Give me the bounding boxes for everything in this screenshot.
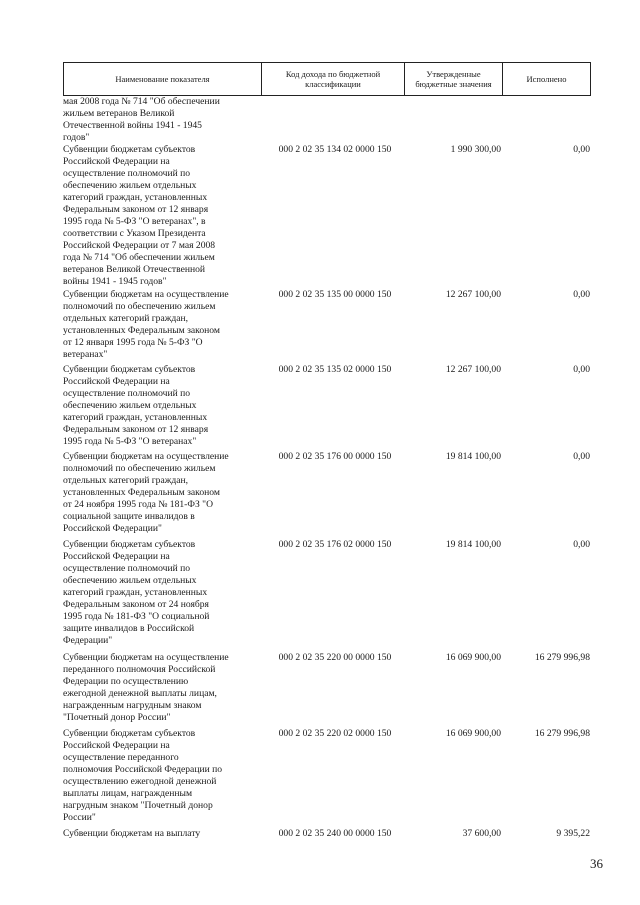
table-header — [63, 62, 591, 96]
row-code: 000 2 02 35 135 02 0000 150 — [278, 364, 392, 375]
row-name: мая 2008 года № 714 "Об обеспечении жильем ветеранов Великой Отечественной войны 1941 - 1945 годов" — [63, 96, 220, 143]
row-approved: 12 267 100,00 — [445, 289, 501, 300]
row-done: 0,00 — [573, 539, 590, 550]
header-name: Наименование показателя — [64, 63, 262, 96]
row-done: 0,00 — [573, 364, 590, 375]
row-approved: 1 990 300,00 — [450, 144, 501, 155]
row-name: Субвенции бюджетам на осуществление полномочий по обеспечению жильем отдельных категорий граждан, установленных Федеральным законом от 24 ноября 1995 года № 181-ФЗ "О социальной защите инвалидов в Российской Федерации" — [63, 451, 229, 534]
table-body — [63, 96, 590, 842]
row-done: 0,00 — [573, 144, 590, 155]
table-row — [63, 144, 590, 289]
table-row — [63, 539, 590, 652]
row-approved: 37 600,00 — [462, 828, 501, 839]
row-name: Субвенции бюджетам субъектов Российской Федерации на осуществление переданного полномочия Российской Федерации по осуществлению ежегодной денежной выплаты лицам, награжденным нагрудным знаком "Почетный донор России" — [63, 728, 223, 823]
row-done: 0,00 — [573, 289, 590, 300]
table-row — [63, 728, 590, 828]
table-row — [63, 828, 590, 842]
row-approved: 19 814 100,00 — [445, 451, 501, 462]
header-approved: Утвержденные бюджетные значения — [405, 63, 503, 96]
row-code: 000 2 02 35 176 02 0000 150 — [278, 539, 392, 550]
row-done: 9 395,22 — [556, 828, 590, 839]
row-name: Субвенции бюджетам субъектов Российской Федерации на осуществление полномочий по обеспечению жильем отдельных категорий граждан, установленных Федеральным законом от 24 ноября 1995 года № 181-ФЗ "О социальной защите инвалидов в Российской Федерации" — [63, 539, 210, 646]
row-name: Субвенции бюджетам на выплату — [63, 828, 201, 839]
row-code: 000 2 02 35 176 00 0000 150 — [278, 451, 392, 462]
row-name: Субвенции бюджетам на осуществление полномочий по обеспечению жильем отдельных категорий граждан, установленных Федеральным законом от 12 января 1995 года № 5-ФЗ "О ветеранах" — [63, 289, 229, 360]
row-approved: 12 267 100,00 — [445, 364, 501, 375]
row-code: 000 2 02 35 220 00 0000 150 — [278, 652, 392, 663]
row-done: 16 279 996,98 — [534, 728, 590, 739]
header-done: Исполнено — [503, 63, 591, 96]
row-code: 000 2 02 35 134 02 0000 150 — [278, 144, 392, 155]
row-code: 000 2 02 35 220 02 0000 150 — [278, 728, 392, 739]
header-code: Код дохода по бюджетной классификации — [262, 63, 405, 96]
row-approved: 16 069 900,00 — [445, 652, 501, 663]
row-name: Субвенции бюджетам субъектов Российской Федерации на осуществление полномочий по обеспечению жильем отдельных категорий граждан, установленных Федеральным законом от 12 января 1995 года № 5-ФЗ "О ветеранах" — [63, 364, 209, 447]
row-name: Субвенции бюджетам субъектов Российской Федерации на осуществление полномочий по обеспечению жильем отдельных категорий граждан, установленных Федеральным законом от 12 января 1995 года № 5-ФЗ "О ветеранах", в соответствии с Указом Президента Российской Федерации от 7 мая 2008 года № 714 "Об обеспечении жильем ветеранов Великой Отечественной войны 1941 - 1945 годов" — [63, 144, 216, 287]
table-row — [63, 364, 590, 451]
row-name: Субвенции бюджетам на осуществление переданного полномочия Российской Федерации по осуществлению ежегодной денежной выплаты лицам, награжденным нагрудным знаком "Почетный донор России" — [63, 652, 229, 723]
row-done: 16 279 996,98 — [534, 652, 590, 663]
table-row — [63, 96, 590, 144]
table-row — [63, 652, 590, 728]
row-code: 000 2 02 35 240 00 0000 150 — [278, 828, 392, 839]
row-approved: 16 069 900,00 — [445, 728, 501, 739]
page-number: 36 — [590, 856, 603, 871]
table-row — [63, 451, 590, 539]
row-code: 000 2 02 35 135 00 0000 150 — [278, 289, 392, 300]
table-row — [63, 289, 590, 364]
row-approved: 19 814 100,00 — [445, 539, 501, 550]
row-done: 0,00 — [573, 451, 590, 462]
